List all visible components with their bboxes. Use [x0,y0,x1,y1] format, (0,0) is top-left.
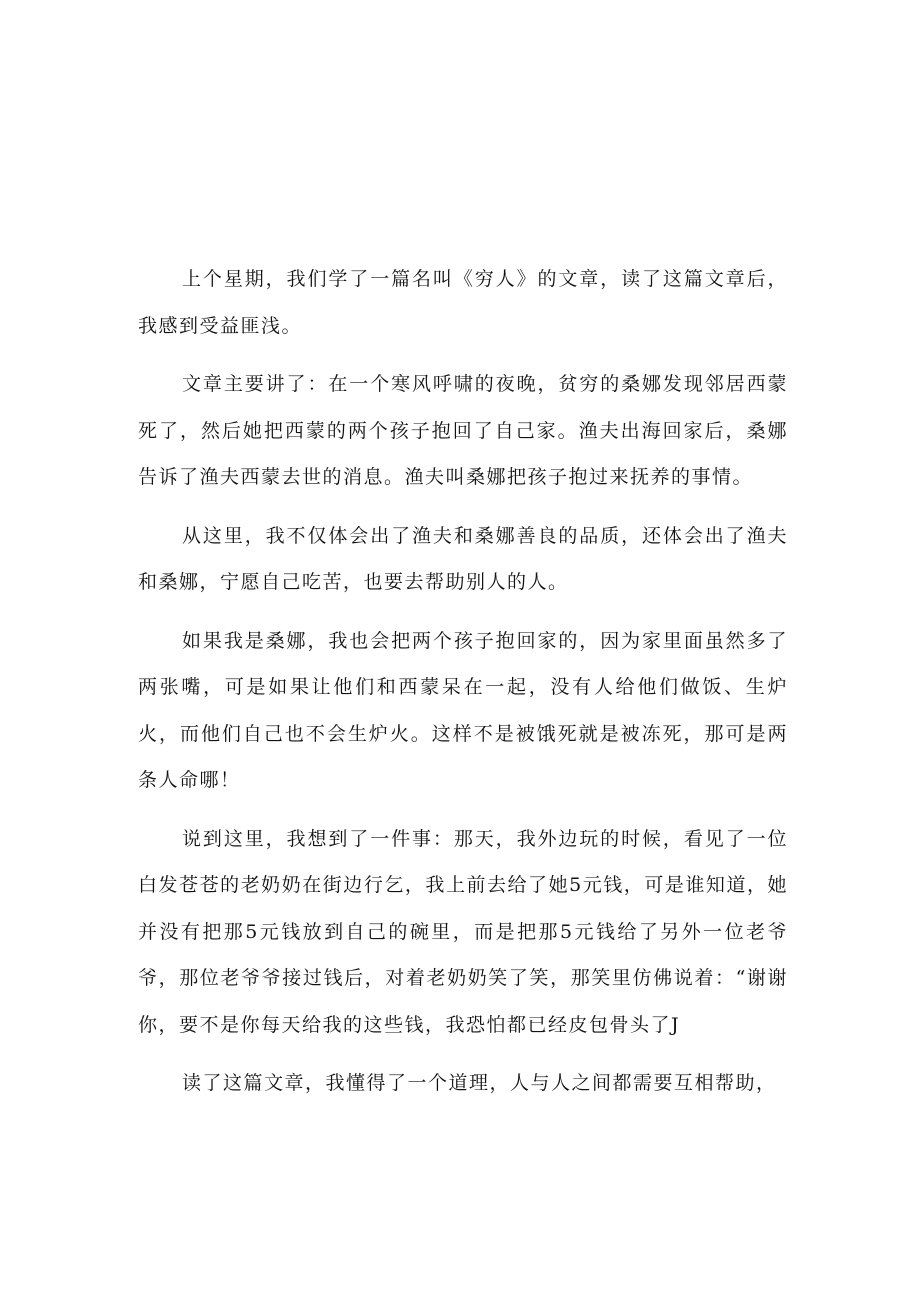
paragraph-4: 如果我是桑娜，我也会把两个孩子抱回家的，因为家里面虽然多了两张嘴，可是如果让他们和西蒙呆在一起，没有人给他们做饭、生炉火，而他们自己也不会生炉火。这样不是被饿死就是被冻死，那可是两条人命哪！ [138,629,788,791]
paragraph-5: 说到这里，我想到了一件事：那天，我外边玩的时候，看见了一位白发苍苍的老奶奶在街边行乞，我上前去给了她5元钱，可是谁知道，她并没有把那5元钱放到自己的碗里，而是把那5元钱给了另外一位老爷爷，那位老爷爷接过钱后，对着老奶奶笑了笑，那笑里仿佛说着：“谢谢你，要不是你每天给我的这些钱，我恐怕都已经皮包骨头了J [138,827,788,1036]
paragraph-6: 读了这篇文章，我懂得了一个道理，人与人之间都需要互相帮助， [182,1072,777,1094]
paragraph-1: 上个星期，我们学了一篇名叫《穷人》的文章，读了这篇文章后，我感到受益匪浅。 [138,268,788,337]
document-body [138,256,788,1119]
paragraph-3: 从这里，我不仅体会出了渔夫和桑娜善良的品质，还体会出了渔夫和桑娜，宁愿自己吃苦，也要去帮助别人的人。 [138,524,788,593]
paragraph-2: 文章主要讲了：在一个寒风呼啸的夜晚，贫穷的桑娜发现邻居西蒙死了，然后她把西蒙的两个孩子抱回了自己家。渔夫出海回家后，桑娜告诉了渔夫西蒙去世的消息。渔夫叫桑娜把孩子抱过来抚养的事情。 [138,373,788,488]
